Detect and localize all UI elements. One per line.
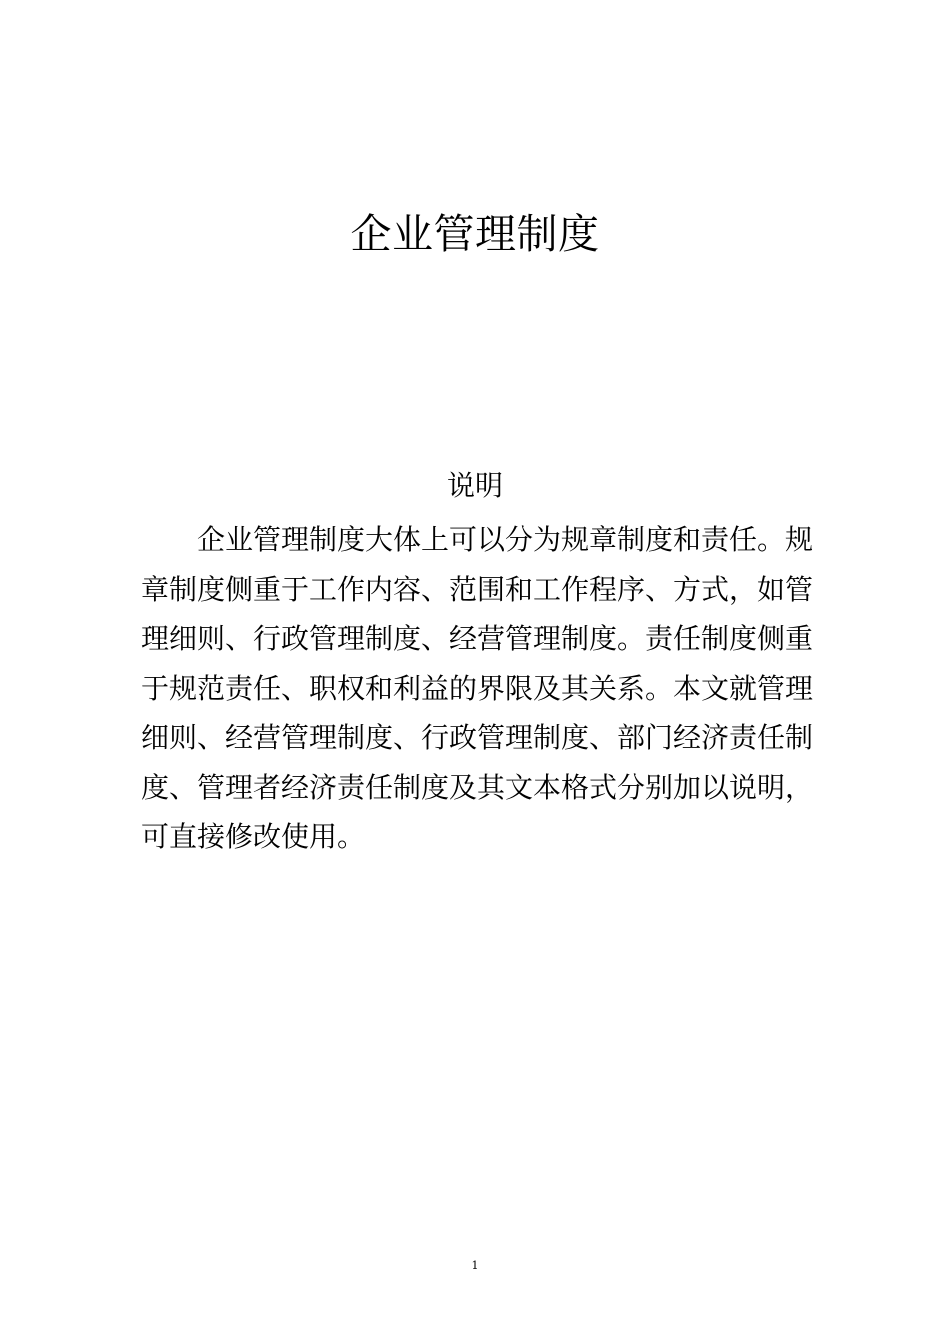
section-heading: 说明 <box>446 469 503 502</box>
page-number: 1 <box>471 1259 479 1272</box>
body-paragraph: 企业管理制度大体上可以分为规章制度和责任。规章制度侧重于工作内容、范围和工作程序、方式，如管理细则、行政管理制度、经营管理制度。责任制度侧重于规范责任、职权和利益的界限及其关系。本文就管理细则、经营管理制度、行政管理制度、部门经济责任制度、管理者经济责任制度及其文本格式分别加以说明，可直接修改使用。 <box>141 523 814 853</box>
document-title: 企业管理制度 <box>350 210 600 258</box>
